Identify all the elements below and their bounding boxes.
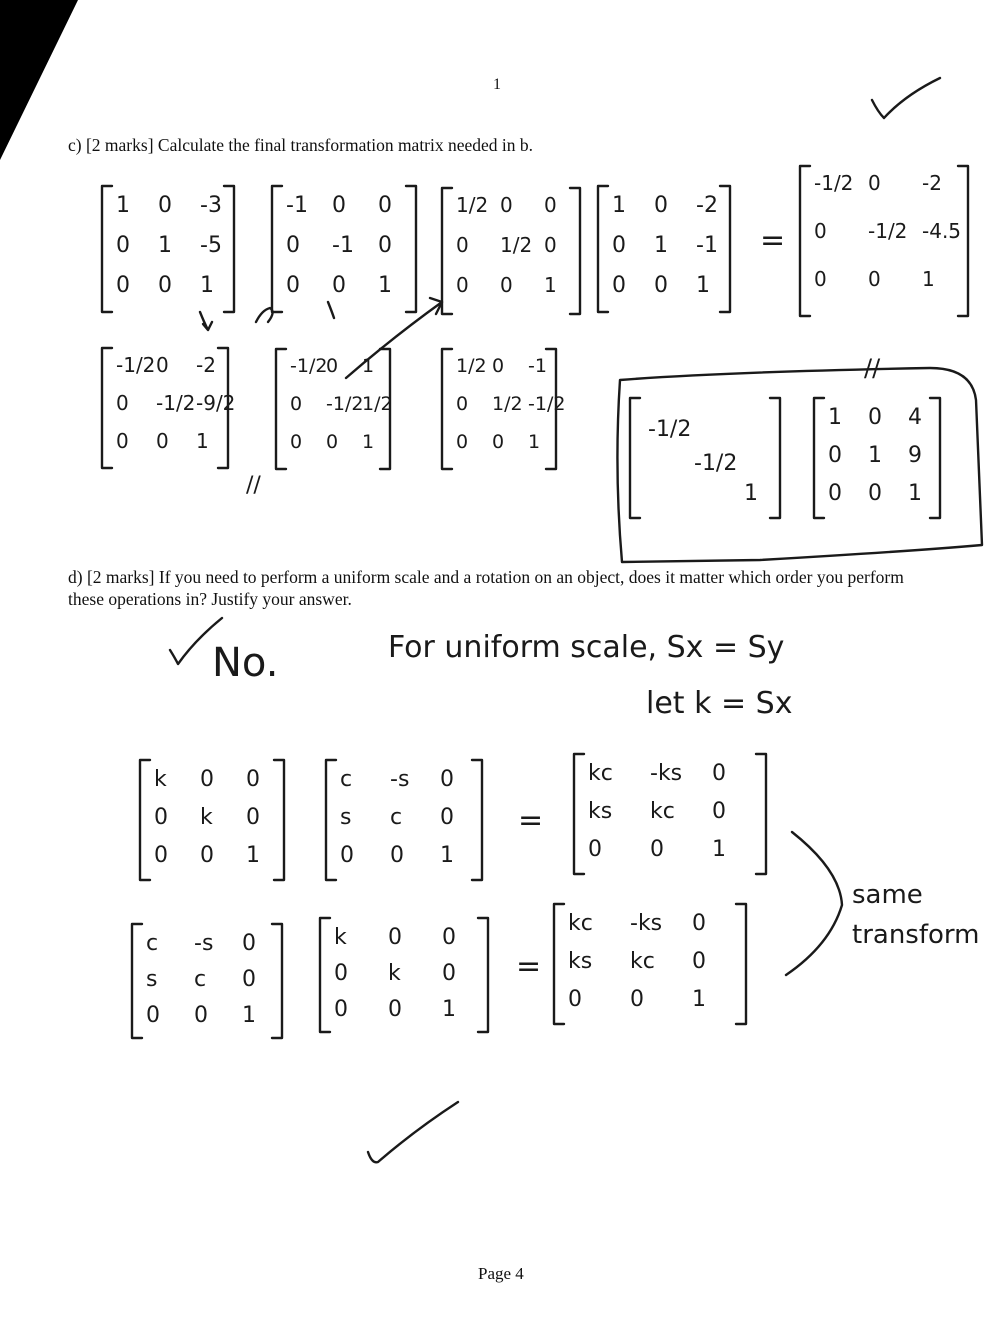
c-row1-matrix-4-cell: -1 bbox=[696, 233, 718, 258]
d-eq2-rotation-matrix-cell: 0 bbox=[146, 1003, 160, 1028]
d-eq2-rotation-matrix-cell: c bbox=[146, 931, 159, 956]
c-row2-matrix-1-cell: 0 bbox=[156, 429, 169, 453]
c-row2-matrix-2-cell: 1/2 bbox=[362, 393, 393, 415]
d-eq1-rotation-matrix-cell: s bbox=[340, 805, 352, 830]
d-eq1-result-matrix-cell: kc bbox=[650, 799, 675, 824]
d-eq1-rotation-matrix-cell: c bbox=[340, 767, 353, 792]
d-eq1-rotation-matrix-cell: 0 bbox=[390, 843, 404, 868]
c-row1-matrix-3-cell: 0 bbox=[456, 233, 469, 257]
d-eq2-scale-matrix-cell: 0 bbox=[334, 961, 348, 986]
c-row2-matrix-3-cell: 1/2 bbox=[492, 393, 523, 415]
c-row1-matrix-1-cell: 0 bbox=[116, 233, 130, 258]
d-eq1-rotation-matrix-cell: 0 bbox=[440, 805, 454, 830]
d-eq2-result-matrix-cell: 0 bbox=[692, 949, 706, 974]
d-eq2-scale-matrix-cell: 0 bbox=[442, 925, 456, 950]
d-eq1-result-matrix-cell: 0 bbox=[588, 837, 602, 862]
c-row1-result-cell: -4.5 bbox=[922, 219, 962, 243]
c-row2-matrix-1-cell: 0 bbox=[156, 353, 169, 377]
question-c-text: c) [2 marks] Calculate the final transformation matrix needed in b. bbox=[68, 135, 534, 155]
c-row1-matrix-1-cell: 1 bbox=[158, 233, 172, 258]
c-row1-matrix-2-cell: 1 bbox=[378, 273, 392, 298]
c-row1-matrix-2-cell: 0 bbox=[332, 193, 346, 218]
d-eq2-result-matrix-cell: 0 bbox=[568, 987, 582, 1012]
c-row1-matrix-4-cell: 1 bbox=[654, 233, 668, 258]
c-row1-matrix-2-cell: 0 bbox=[286, 233, 300, 258]
c-row2-matrix-1-cell: -1/2 bbox=[116, 353, 156, 377]
c-row2-matrix-2-cell: 1 bbox=[362, 431, 375, 453]
d-eq1-scale-matrix-cell: k bbox=[154, 767, 167, 792]
d-eq1-result-matrix-cell: 1 bbox=[712, 837, 726, 862]
boxed-right-matrix-cell: 0 bbox=[828, 443, 842, 468]
c-row1-matrix-2-cell: -1 bbox=[332, 233, 354, 258]
question-d-text: d) [2 marks] If you need to perform a uniform scale and a rotation on an object, does it matter which order you perform these operations in? Justify your answer. bbox=[68, 567, 904, 609]
c-row1-matrix-3-cell: 0 bbox=[456, 273, 469, 297]
c-row1-matrix-2-cell: 0 bbox=[378, 193, 392, 218]
uniform-scale-note: For uniform scale, Sx = Sy bbox=[388, 630, 785, 665]
c-row1-matrix-1-cell: 0 bbox=[158, 273, 172, 298]
c-row2-matrix-2-cell: 0 bbox=[326, 355, 339, 377]
d-eq2-scale-matrix-cell: 0 bbox=[442, 961, 456, 986]
c-row1-matrix-3-cell: 0 bbox=[544, 233, 557, 257]
d-eq1-result-matrix-cell: 0 bbox=[712, 761, 726, 786]
c-row1-matrix-1-cell: -5 bbox=[200, 233, 222, 258]
boxed-right-matrix-cell: 4 bbox=[908, 405, 922, 430]
c-row2-equal-marks-top: // bbox=[864, 354, 881, 382]
c-row1-result-cell: -1/2 bbox=[814, 171, 854, 195]
c-row1-matrix-3-cell: 1/2 bbox=[500, 233, 533, 257]
c-row2-matrix-2-cell: 1 bbox=[362, 355, 375, 377]
d-eq1-rotation-matrix-cell: 1 bbox=[440, 843, 454, 868]
c-row1-result-cell: 0 bbox=[868, 267, 881, 291]
boxed-right-matrix-cell: 0 bbox=[868, 481, 882, 506]
c-row2-matrix-2-cell: 0 bbox=[290, 393, 303, 415]
c-row2-matrix-1-cell: -1/2 bbox=[156, 391, 196, 415]
c-row1-equals: = bbox=[760, 223, 786, 258]
boxed-right-matrix-cell: 1 bbox=[868, 443, 882, 468]
d-eq1-scale-matrix-cell: 1 bbox=[246, 843, 260, 868]
d-eq1-scale-matrix-cell: 0 bbox=[246, 767, 260, 792]
c-row1-matrix-3-cell: 0 bbox=[500, 273, 513, 297]
c-row1-matrix-1-cell: 0 bbox=[158, 193, 172, 218]
c-row1-matrix-4-cell: -2 bbox=[696, 193, 718, 218]
c-row1-matrix-4-cell: 1 bbox=[612, 193, 626, 218]
d-eq2-rotation-matrix-cell: 0 bbox=[194, 1003, 208, 1028]
c-row2-matrix-3-cell: 1/2 bbox=[456, 355, 487, 377]
boxed-left-matrix-cell: -1/2 bbox=[648, 417, 692, 442]
boxed-right-matrix-cell: 9 bbox=[908, 443, 922, 468]
boxed-right-matrix-cell: 1 bbox=[908, 481, 922, 506]
d-eq1-result-matrix-cell: ks bbox=[588, 799, 613, 824]
d-eq2-scale-matrix-cell: 0 bbox=[388, 997, 402, 1022]
c-row1-matrix-3-cell: 1 bbox=[544, 273, 557, 297]
c-row2-matrix-3-cell: 0 bbox=[492, 431, 505, 453]
d-eq1-result-matrix-cell: 0 bbox=[712, 799, 726, 824]
boxed-right-matrix-cell: 0 bbox=[868, 405, 882, 430]
d-eq2-result-matrix-cell: ks bbox=[568, 949, 593, 974]
boxed-left-matrix-cell: 1 bbox=[744, 481, 758, 506]
c-row1-matrix-3-cell: 0 bbox=[544, 193, 557, 217]
d-eq2-result-matrix-cell: 1 bbox=[692, 987, 706, 1012]
d-eq2-scale-matrix-cell: k bbox=[334, 925, 347, 950]
c-row2-matrix-1-cell: -2 bbox=[196, 353, 216, 377]
d-eq1-scale-matrix-cell: 0 bbox=[154, 805, 168, 830]
answer-no: No. bbox=[212, 640, 279, 686]
c-row2-matrix-3-cell: -1/2 bbox=[528, 393, 566, 415]
d-eq2-result-matrix-cell: 0 bbox=[692, 911, 706, 936]
c-row1-result-cell: 0 bbox=[814, 219, 827, 243]
c-row2-equal-marks: // bbox=[246, 473, 261, 498]
d-eq1-scale-matrix-cell: 0 bbox=[246, 805, 260, 830]
d-eq2-rotation-matrix-cell: 0 bbox=[242, 931, 256, 956]
c-row1-result-cell: 0 bbox=[814, 267, 827, 291]
d-eq2-rotation-matrix-cell: -s bbox=[194, 931, 214, 956]
d-eq1-rotation-matrix-cell: 0 bbox=[440, 767, 454, 792]
d-eq1-equals: = bbox=[518, 803, 544, 838]
boxed-right-matrix-cell: 0 bbox=[828, 481, 842, 506]
c-row2-matrix-3-cell: 1 bbox=[528, 431, 541, 453]
d-eq1-scale-matrix-cell: 0 bbox=[154, 843, 168, 868]
d-eq2-result-matrix-cell: kc bbox=[630, 949, 655, 974]
c-row2-matrix-3-cell: 0 bbox=[492, 355, 505, 377]
c-row2-matrix-1-cell: 1 bbox=[196, 429, 209, 453]
same-note: same bbox=[852, 880, 923, 910]
page-top-number: 1 bbox=[493, 76, 501, 93]
c-row1-matrix-4-cell: 0 bbox=[654, 193, 668, 218]
c-row1-matrix-3-cell: 0 bbox=[500, 193, 513, 217]
c-row1-result-cell: -2 bbox=[922, 171, 942, 195]
d-eq1-rotation-matrix-cell: -s bbox=[390, 767, 410, 792]
d-eq2-scale-matrix-cell: 1 bbox=[442, 997, 456, 1022]
d-eq2-scale-matrix-cell: k bbox=[388, 961, 401, 986]
c-row1-matrix-4-cell: 1 bbox=[696, 273, 710, 298]
c-row1-matrix-2-cell: 0 bbox=[378, 233, 392, 258]
c-row2-matrix-1-cell: 0 bbox=[116, 429, 129, 453]
d-eq1-rotation-matrix-cell: c bbox=[390, 805, 403, 830]
d-eq1-scale-matrix-cell: k bbox=[200, 805, 213, 830]
c-row2-matrix-2-cell: 0 bbox=[290, 431, 303, 453]
c-row1-matrix-1-cell: -3 bbox=[200, 193, 222, 218]
d-eq2-result-matrix-cell: 0 bbox=[630, 987, 644, 1012]
c-row2-matrix-1-cell: 0 bbox=[116, 391, 129, 415]
d-eq2-scale-matrix-cell: 0 bbox=[334, 997, 348, 1022]
c-row1-matrix-1-cell: 1 bbox=[116, 193, 130, 218]
d-eq2-scale-matrix-cell: 0 bbox=[388, 925, 402, 950]
boxed-right-matrix-cell: 1 bbox=[828, 405, 842, 430]
d-eq1-rotation-matrix-cell: 0 bbox=[340, 843, 354, 868]
d-eq2-equals: = bbox=[516, 949, 542, 984]
c-row2-matrix-2-cell: 0 bbox=[326, 431, 339, 453]
c-row1-matrix-1-cell: 0 bbox=[116, 273, 130, 298]
d-eq1-result-matrix-cell: kc bbox=[588, 761, 613, 786]
c-row1-result-cell: -1/2 bbox=[868, 219, 908, 243]
d-eq2-rotation-matrix-cell: c bbox=[194, 967, 207, 992]
transform-note: transform bbox=[852, 920, 980, 950]
c-row1-result-cell: 1 bbox=[922, 267, 935, 291]
d-eq1-scale-matrix-cell: 0 bbox=[200, 843, 214, 868]
d-eq2-result-matrix-cell: -ks bbox=[630, 911, 663, 936]
d-eq1-result-matrix-cell: 0 bbox=[650, 837, 664, 862]
d-eq1-scale-matrix-cell: 0 bbox=[200, 767, 214, 792]
d-eq2-rotation-matrix-cell: s bbox=[146, 967, 158, 992]
c-row2-matrix-2-cell: -1/2 bbox=[326, 393, 364, 415]
c-row2-matrix-1-cell: -9/2 bbox=[196, 391, 236, 415]
d-eq2-result-matrix-cell: kc bbox=[568, 911, 593, 936]
c-row1-matrix-3-cell: 1/2 bbox=[456, 193, 489, 217]
c-row1-result-cell: 0 bbox=[868, 171, 881, 195]
c-row1-matrix-4-cell: 0 bbox=[654, 273, 668, 298]
c-row1-matrix-2-cell: -1 bbox=[286, 193, 308, 218]
c-row2-matrix-3-cell: 0 bbox=[456, 393, 469, 415]
page-footer: Page 4 bbox=[478, 1264, 524, 1283]
c-row1-matrix-4-cell: 0 bbox=[612, 273, 626, 298]
c-row2-matrix-3-cell: 0 bbox=[456, 431, 469, 453]
c-row2-matrix-2-cell: -1/2 bbox=[290, 355, 328, 377]
boxed-left-matrix-cell: -1/2 bbox=[694, 451, 738, 476]
let-k-note: let k = Sx bbox=[646, 686, 793, 721]
d-eq1-result-matrix-cell: -ks bbox=[650, 761, 683, 786]
c-row1-matrix-2-cell: 0 bbox=[286, 273, 300, 298]
c-row1-matrix-2-cell: 0 bbox=[332, 273, 346, 298]
c-row1-matrix-1-cell: 1 bbox=[200, 273, 214, 298]
c-row1-matrix-4-cell: 0 bbox=[612, 233, 626, 258]
d-eq2-rotation-matrix-cell: 1 bbox=[242, 1003, 256, 1028]
c-row2-matrix-3-cell: -1 bbox=[528, 355, 547, 377]
d-eq2-rotation-matrix-cell: 0 bbox=[242, 967, 256, 992]
